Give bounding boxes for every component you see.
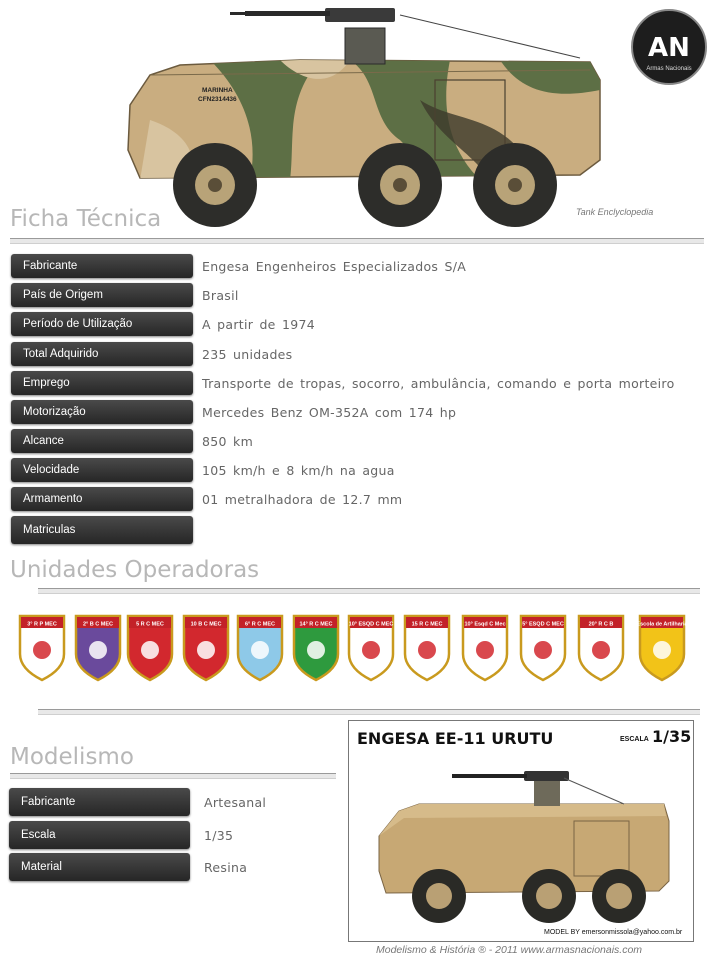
unit-badge-label: 15 R C MEC bbox=[411, 621, 443, 628]
unit-badge-emblem bbox=[592, 641, 610, 659]
unit-badge bbox=[238, 616, 282, 680]
ficha-label: Total Adquirido bbox=[11, 342, 193, 366]
unit-badge bbox=[76, 616, 120, 680]
unit-badge bbox=[463, 616, 507, 680]
ficha-label: Matriculas bbox=[11, 516, 193, 544]
unit-badge-label: Escola de Artilharia bbox=[636, 621, 688, 628]
unit-badge-emblem bbox=[251, 641, 269, 659]
unit-badge-label: 3° R P MEC bbox=[27, 621, 57, 628]
model-scale-value: 1/35 bbox=[652, 727, 692, 746]
hull-marking-1: MARINHA bbox=[202, 87, 233, 94]
ficha-label: Motorização bbox=[11, 400, 193, 424]
unit-badge-emblem bbox=[534, 641, 552, 659]
ficha-label: Período de Utilização bbox=[11, 312, 193, 336]
unit-badge-label: 14° R C MEC bbox=[299, 621, 333, 628]
ficha-value: Brasil bbox=[202, 288, 239, 303]
ficha-label: País de Origem bbox=[11, 283, 193, 307]
model-credit: MODEL BY emersonmissola@yahoo.com.br bbox=[544, 929, 683, 936]
modelismo-label: Escala bbox=[9, 821, 190, 849]
model-card bbox=[348, 720, 694, 942]
hull-marking-2: CFN2314436 bbox=[198, 96, 237, 103]
unit-badge bbox=[521, 616, 565, 680]
unit-badge bbox=[184, 616, 228, 680]
unit-badge-emblem bbox=[89, 641, 107, 659]
ficha-value: Mercedes Benz OM-352A com 174 hp bbox=[202, 405, 457, 420]
ficha-label: Velocidade bbox=[11, 458, 193, 482]
unit-badge-label: 6° R C MEC bbox=[244, 621, 276, 628]
unidades-operadoras-title: Unidades Operadoras bbox=[10, 557, 260, 583]
ficha-value: 01 metralhadora de 12.7 mm bbox=[202, 492, 403, 507]
ficha-label: Fabricante bbox=[11, 254, 193, 278]
unit-badge bbox=[294, 616, 338, 680]
section-divider bbox=[38, 588, 700, 594]
section-divider bbox=[10, 238, 704, 244]
image-credit: Tank Enclyclopedia bbox=[576, 207, 654, 217]
ficha-tecnica-title: Ficha Técnica bbox=[10, 206, 162, 232]
ficha-label: Emprego bbox=[11, 371, 193, 395]
unit-badge-label: 10 B C MEC bbox=[190, 621, 222, 628]
ficha-value: Transporte de tropas, socorro, ambulância, comando e porta morteiro bbox=[202, 376, 675, 391]
modelismo-value: Artesanal bbox=[204, 795, 267, 810]
unit-badge bbox=[349, 616, 394, 680]
ficha-value: A partir de 1974 bbox=[202, 317, 315, 332]
unit-badge-label: 2° B C MEC bbox=[82, 621, 114, 628]
unit-badge-emblem bbox=[33, 641, 51, 659]
unit-badge-emblem bbox=[476, 641, 494, 659]
unit-badge-label: 20° R C B bbox=[588, 621, 614, 628]
unit-badge bbox=[20, 616, 64, 680]
ficha-value: Engesa Engenheiros Especializados S/A bbox=[202, 259, 467, 274]
unit-badge-label: 10° Esqd C Mec bbox=[464, 621, 506, 628]
unit-badge-emblem bbox=[307, 641, 325, 659]
unit-badge bbox=[636, 616, 688, 680]
unit-badge bbox=[405, 616, 449, 680]
ficha-value: 850 km bbox=[202, 434, 254, 449]
model-card-title: ENGESA EE-11 URUTU bbox=[357, 729, 554, 748]
ficha-value: 235 unidades bbox=[202, 347, 293, 362]
section-divider bbox=[10, 773, 336, 779]
unit-badge-emblem bbox=[197, 641, 215, 659]
unit-badge-emblem bbox=[418, 641, 436, 659]
unit-badge-label: 5 R C MEC bbox=[136, 621, 164, 628]
armas-nacionais-logo bbox=[630, 8, 708, 86]
unit-badge-label: 5° ESQD C MEC bbox=[522, 621, 564, 628]
section-divider bbox=[38, 709, 700, 715]
ficha-label: Alcance bbox=[11, 429, 193, 453]
unit-badge-emblem bbox=[653, 641, 671, 659]
modelismo-title: Modelismo bbox=[10, 744, 134, 770]
vehicle-illustration bbox=[120, 0, 610, 235]
logo-caption: Armas Nacionais bbox=[646, 66, 692, 72]
modelismo-label: Fabricante bbox=[9, 788, 190, 816]
unit-badge-emblem bbox=[362, 641, 380, 659]
unit-badge bbox=[579, 616, 623, 680]
ficha-value: 105 km/h e 8 km/h na agua bbox=[202, 463, 395, 478]
modelismo-value: Resina bbox=[204, 860, 248, 875]
footer-text: Modelismo & História ® - 2011 www.armasnacionais.com bbox=[376, 944, 643, 956]
unit-insignia-row bbox=[18, 612, 690, 684]
unit-badge-label: 10° ESQD C MEC bbox=[348, 621, 394, 628]
unit-badge-emblem bbox=[141, 641, 159, 659]
ficha-label: Armamento bbox=[11, 487, 193, 511]
model-photo bbox=[374, 766, 674, 926]
modelismo-label: Material bbox=[9, 853, 190, 881]
logo-letters: AN bbox=[648, 33, 690, 63]
modelismo-value: 1/35 bbox=[204, 828, 234, 843]
unit-badge bbox=[128, 616, 172, 680]
model-scale-label: ESCALA bbox=[620, 736, 649, 743]
